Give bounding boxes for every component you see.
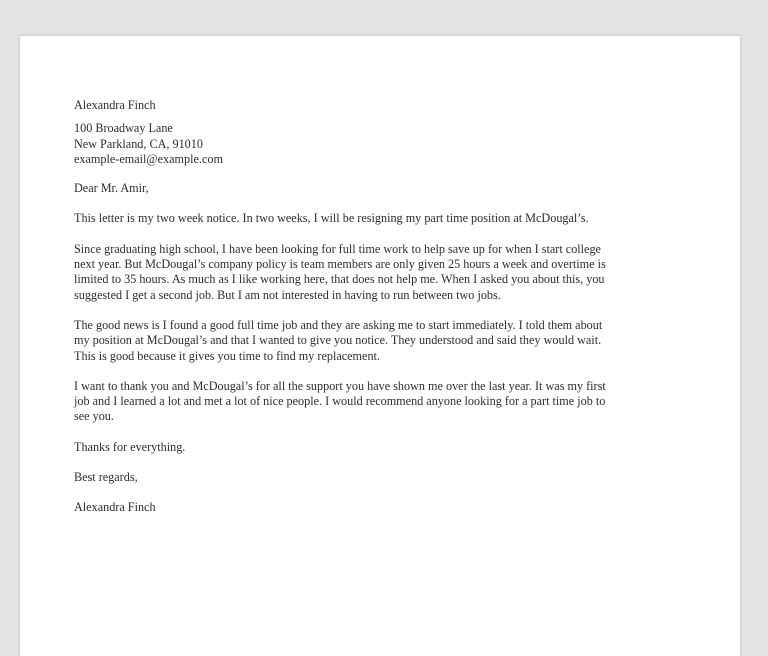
paragraph-line: next year. But McDougal’s company policy is team members are only given 25 hours a week and overtime is	[74, 257, 606, 272]
paragraph-new-job	[74, 318, 714, 364]
paragraph-notice	[74, 211, 714, 226]
paragraph-line: Since graduating high school, I have been looking for full time work to help save up for when I start college	[74, 241, 601, 256]
paragraph-line: I want to thank you and McDougal’s for all the support you have shown me over the last year. It was my first	[74, 378, 606, 393]
document-page	[20, 36, 740, 656]
paragraph-line: see you.	[74, 409, 114, 424]
paragraph-line: job and I learned a lot and met a lot of nice people. I would recommend anyone looking for a part time job to	[74, 394, 606, 409]
address-street: 100 Broadway Lane	[74, 121, 173, 136]
address-city: New Parkland, CA, 91010	[74, 136, 203, 151]
signature-name: Alexandra Finch	[74, 500, 156, 515]
sender-name: Alexandra Finch	[74, 98, 156, 112]
closing-thanks: Thanks for everything.	[74, 439, 186, 454]
paragraph-thanks	[74, 379, 714, 425]
paragraph-line: suggested I get a second job. But I am not interested in having to run between two jobs.	[74, 287, 501, 302]
salutation: Dear Mr. Amir,	[74, 181, 149, 196]
resignation-letter	[74, 98, 714, 516]
address-email: example-email@example.com	[74, 151, 223, 166]
paragraph-line: This letter is my two week notice. In two weeks, I will be resigning my part time position at McDougal’s.	[74, 211, 589, 226]
paragraph-reason	[74, 242, 714, 303]
sender-address	[74, 121, 714, 167]
paragraph-line: limited to 35 hours. As much as I like working here, that does not help me. When I asked you about this, you	[74, 272, 605, 287]
closing-regards: Best regards,	[74, 470, 138, 485]
paragraph-line: my position at McDougal’s and that I wanted to give you notice. They understood and said they would wait.	[74, 333, 602, 348]
paragraph-line: The good news is I found a good full time job and they are asking me to start immediately. I told them about	[74, 317, 603, 332]
paragraph-line: This is good because it gives you time to find my replacement.	[74, 348, 380, 363]
